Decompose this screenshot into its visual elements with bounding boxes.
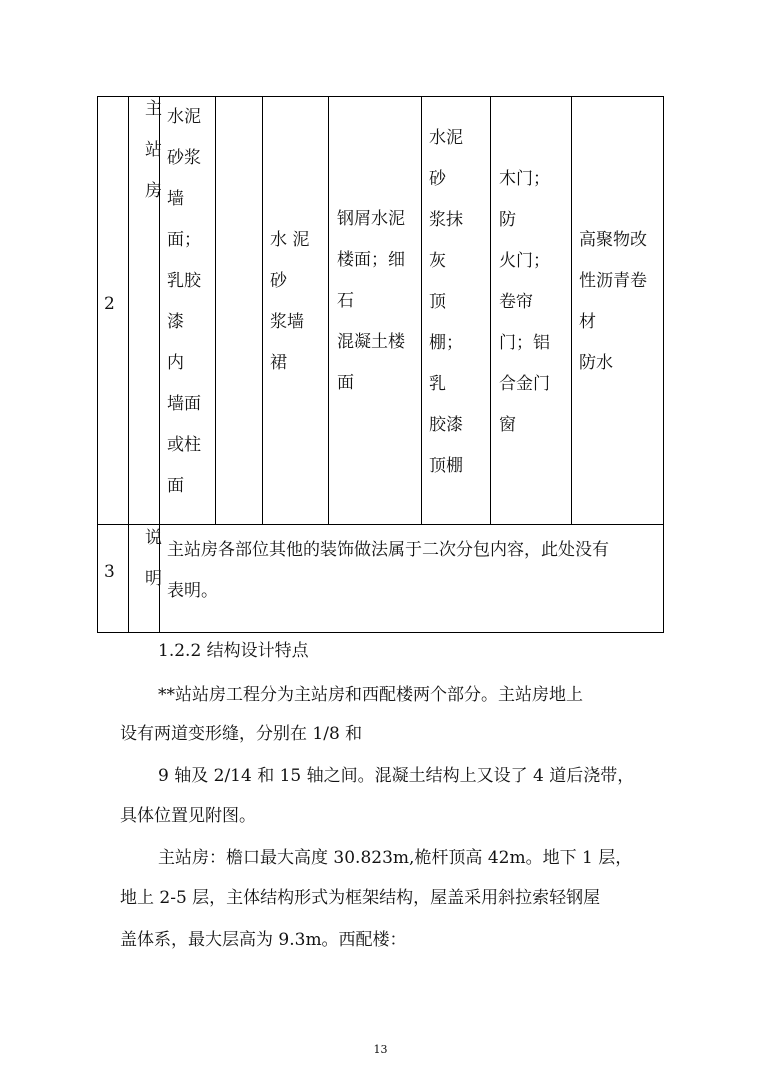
section-heading: 1.2.2 结构设计特点: [158, 641, 309, 661]
cell-line: 砂浆: [167, 148, 201, 168]
page-number: 13: [373, 1043, 388, 1056]
paragraph-line: 9 轴及 2/14 和 15 轴之间。混凝土结构上又设了 4 道后浇带，: [158, 766, 635, 786]
note-line: 表明。: [167, 581, 218, 601]
row-index: 2: [104, 294, 115, 314]
cell-line: 性沥青卷: [579, 271, 647, 291]
cell-line: 水泥: [167, 107, 201, 127]
category-char: 说: [145, 528, 162, 548]
paragraph-line: 具体位置见附图。: [120, 806, 256, 826]
table-col-divider: [490, 96, 491, 525]
cell-line: 木门；: [499, 169, 550, 189]
dado-cell: [270, 220, 309, 384]
cell-line: 窗: [499, 415, 516, 435]
cell-line: 高聚物改: [579, 230, 647, 250]
wall-finish-cell: [167, 97, 201, 507]
row-category: [145, 518, 162, 600]
table-col-divider: [328, 96, 329, 525]
paragraph-line: 设有两道变形缝，分别在 1/8 和: [120, 724, 363, 744]
paragraph-line: 盖体系，最大层高为 9.3m。西配楼：: [120, 930, 407, 950]
paragraph-line: **站站房工程分为主站房和西配楼两个部分。主站房地上: [158, 685, 583, 705]
floor-cell: [337, 199, 405, 404]
cell-line: 面: [167, 476, 184, 496]
cell-line: 水 泥: [270, 230, 310, 250]
table-border-left: [97, 96, 98, 633]
cell-line: 胶漆: [429, 415, 463, 435]
cell-line: 漆: [167, 312, 184, 332]
cell-line: 砂: [270, 271, 287, 291]
paragraph-line: 主站房：檐口最大高度 30.823m,桅杆顶高 42m。地下 1 层，: [158, 848, 633, 868]
cell-line: 浆抹: [429, 210, 463, 230]
table-col-divider: [262, 96, 263, 525]
table-col-divider: [571, 96, 572, 525]
category-char: 房: [145, 181, 162, 201]
cell-line: 或柱: [167, 435, 201, 455]
cell-line: 灰: [429, 251, 446, 271]
cell-line: 墙面: [167, 394, 201, 414]
cell-line: 内: [167, 353, 184, 373]
note-line: 主站房各部位其他的装饰做法属于二次分包内容，此处没有: [167, 540, 609, 560]
table-col-divider: [215, 96, 216, 525]
cell-line: 乳: [429, 374, 446, 394]
cell-line: 材: [579, 312, 596, 332]
cell-line: 乳胶: [167, 271, 201, 291]
table-col-divider: [421, 96, 422, 525]
cell-line: 砂: [429, 169, 446, 189]
cell-line: 混凝土楼: [337, 332, 405, 352]
cell-line: 面: [337, 373, 354, 393]
cell-line: 门；铝: [499, 333, 550, 353]
doors-cell: [499, 159, 550, 446]
paragraph-line: 地上 2-5 层，主体结构形式为框架结构，屋盖采用斜拉索轻钢屋: [120, 888, 601, 908]
cell-line: 防: [499, 210, 516, 230]
table-border-right: [663, 96, 664, 633]
waterproof-cell: [579, 220, 647, 384]
table-col-divider: [128, 96, 129, 633]
cell-line: 水泥: [429, 128, 463, 148]
ceiling-cell: [429, 118, 463, 487]
category-char: 明: [145, 569, 162, 589]
cell-line: 浆墙: [270, 312, 304, 332]
cell-line: 顶: [429, 292, 446, 312]
cell-line: 钢屑水泥: [337, 209, 405, 229]
cell-line: 面；: [167, 230, 201, 250]
cell-line: 棚；: [429, 333, 463, 353]
row-index: 3: [104, 562, 115, 582]
cell-line: 裙: [270, 353, 287, 373]
cell-line: 火门；: [499, 251, 550, 271]
cell-line: 楼面；细: [337, 250, 405, 270]
table-row-divider: [97, 524, 664, 525]
cell-line: 墙: [167, 189, 184, 209]
cell-line: 石: [337, 291, 354, 311]
cell-line: 卷帘: [499, 292, 533, 312]
category-char: 主: [145, 99, 162, 119]
row-category: [145, 89, 162, 212]
table-border-bottom: [97, 632, 664, 633]
cell-line: 合金门: [499, 374, 550, 394]
category-char: 站: [145, 140, 162, 160]
cell-line: 防水: [579, 353, 613, 373]
cell-line: 顶棚: [429, 456, 463, 476]
